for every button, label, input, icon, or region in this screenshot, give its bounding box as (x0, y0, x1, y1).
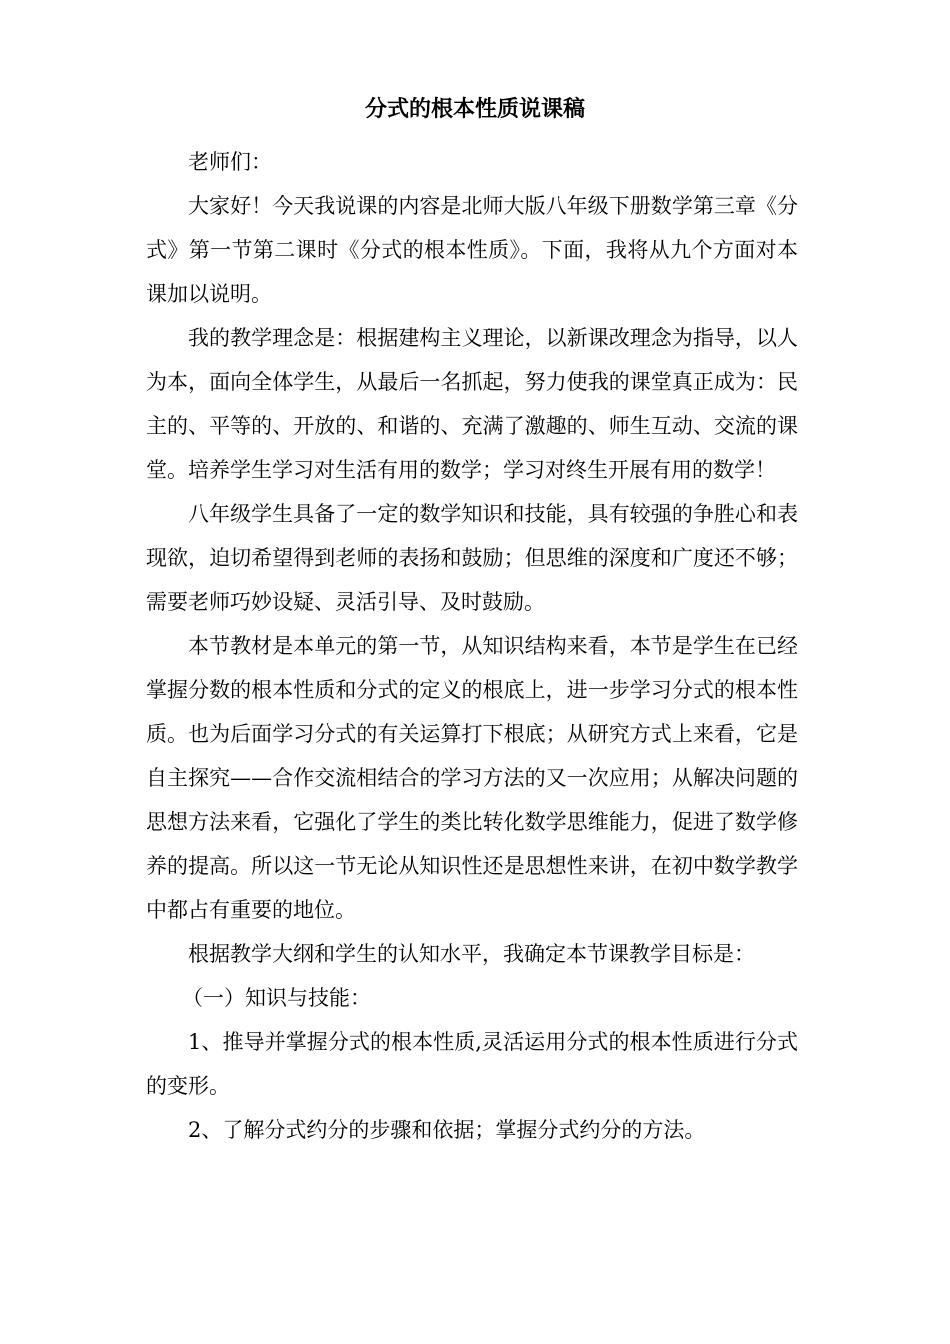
paragraph-objective-1: 1、推导并掌握分式的根本性质,灵活运用分式的根本性质进行分式的变形。 (146, 1030, 798, 1098)
paragraph-objectives-heading: （一）知识与技能： (182, 986, 371, 1010)
paragraph-objective-2: 2、了解分式约分的步骤和依据；掌握分式约分的方法。 (188, 1118, 706, 1142)
paragraph-student-analysis: 八年级学生具备了一定的数学知识和技能，具有较强的争胜心和表现欲，迫切希望得到老师的表扬和鼓励；但思维的深度和广度还不够；需要老师巧妙设疑、灵活引导、及时鼓励。 (146, 502, 798, 614)
document-body (146, 140, 798, 1152)
paragraph-teaching-philosophy: 我的教学理念是：根据建构主义理论，以新课改理念为指导，以人为本，面向全体学生，从最后一名抓起，努力使我的课堂真正成为：民主的、平等的、开放的、和谐的、充满了激趣的、师生互动、交流的课堂。培养学生学习对生活有用的数学；学习对终生开展有用的数学！ (146, 326, 798, 482)
paragraph-greeting: 老师们： (188, 150, 272, 174)
paragraph-intro: 大家好！今天我说课的内容是北师大版八年级下册数学第三章《分式》第一节第二课时《分式的根本性质》。下面，我将从九个方面对本课加以说明。 (146, 194, 798, 306)
paragraph-objectives-intro: 根据教学大纲和学生的认知水平，我确定本节课教学目标是： (188, 942, 755, 966)
paragraph-textbook-analysis: 本节教材是本单元的第一节，从知识结构来看，本节是学生在已经掌握分数的根本性质和分式的定义的根底上，进一步学习分式的根本性质。也为后面学习分式的有关运算打下根底；从研究方式上来看，它是自主探究——合作交流相结合的学习方法的又一次应用；从解决问题的思想方法来看，它强化了学生的类比转化数学思维能力，促进了数学修养的提高。所以这一节无论从知识性还是思想性来讲，在初中数学教学中都占有重要的地位。 (146, 634, 798, 922)
document-title: 分式的根本性质说课稿 (364, 97, 585, 122)
